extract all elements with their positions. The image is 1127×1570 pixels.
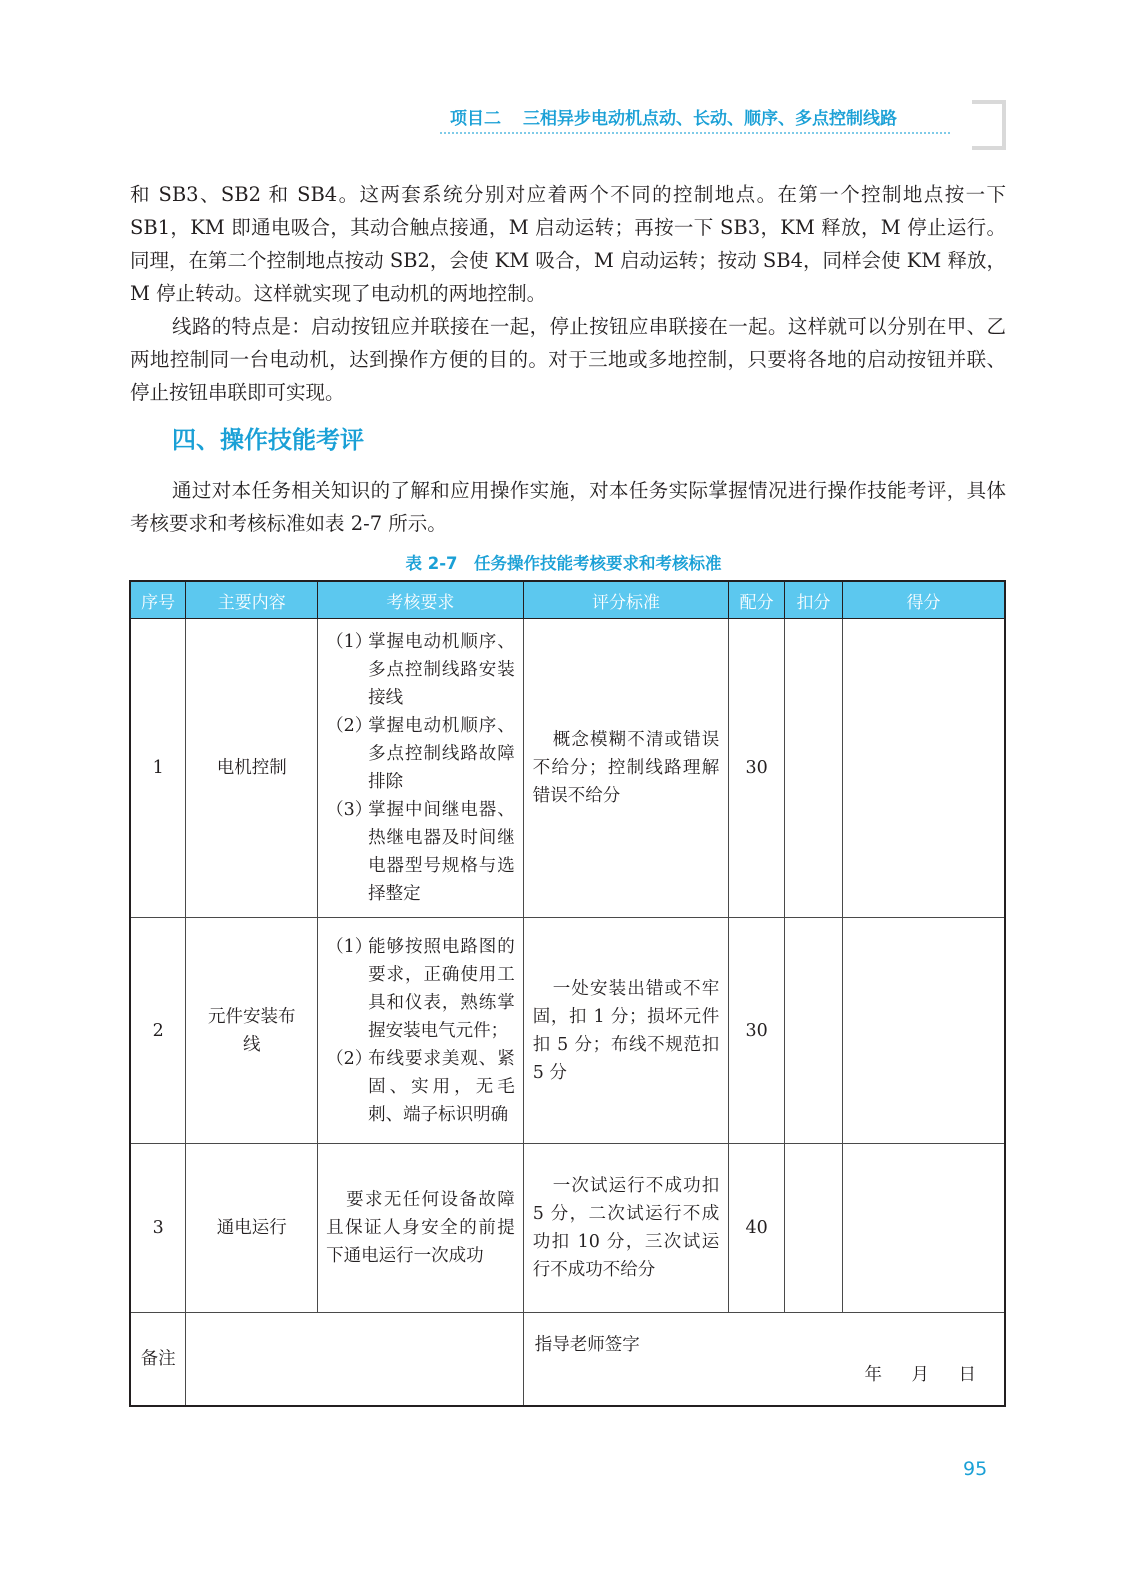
header-deduction: 扣分 — [785, 581, 843, 619]
row-content — [186, 918, 318, 1144]
remarks-field[interactable] — [186, 1313, 523, 1406]
header-requirements: 考核要求 — [318, 581, 524, 619]
date-label: 年 月 日 — [864, 1365, 982, 1385]
remarks-label: 备注 — [130, 1313, 186, 1406]
req-num: （1） — [326, 936, 373, 957]
row-score: 30 — [729, 918, 785, 1144]
header-total: 得分 — [842, 581, 1005, 619]
row-deduction[interactable] — [785, 918, 843, 1144]
req-num: （3） — [326, 800, 373, 820]
assessment-table — [129, 580, 1006, 1407]
table-caption: 表 2-7 任务操作技能考核要求和考核标准 — [405, 554, 722, 573]
req-num: （2） — [326, 1048, 373, 1069]
header-content: 主要内容 — [186, 581, 318, 619]
row-deduction[interactable] — [785, 619, 843, 918]
row-score: 40 — [729, 1144, 785, 1313]
header-criteria: 评分标准 — [523, 581, 728, 619]
row-criteria: 概念模糊不清或错误不给分；控制线路理解错误不给分 — [523, 619, 728, 918]
row-total[interactable] — [842, 918, 1005, 1144]
row-no: 2 — [130, 918, 186, 1144]
body-paragraph-3: 通过对本任务相关知识的了解和应用操作实施，对本任务实际掌握情况进行操作技能考评，具体考核要求和考核标准如表 2-7 所示。 — [130, 479, 1006, 535]
req-text: 掌握中间继电器、热继电器及时间继电器型号规格与选择整定 — [368, 800, 515, 904]
req-num: （2） — [326, 716, 373, 736]
row-total[interactable] — [842, 619, 1005, 918]
page-corner-decoration-2 — [972, 100, 1006, 150]
running-head-title: 三相异步电动机点动、长动、顺序、多点控制线路 — [523, 109, 897, 129]
remarks-row — [130, 1313, 1005, 1406]
row-total[interactable] — [842, 1144, 1005, 1313]
row-requirements — [318, 619, 524, 918]
row-requirements — [318, 918, 524, 1144]
req-num: （1） — [326, 632, 373, 652]
req-text: 掌握电动机顺序、多点控制线路安装接线 — [368, 632, 515, 708]
row-content: 通电运行 — [186, 1144, 318, 1313]
row-score: 30 — [729, 619, 785, 918]
row-requirements: 要求无任何设备故障且保证人身安全的前提下通电运行一次成功 — [318, 1144, 524, 1313]
page-number: 95 — [963, 1458, 988, 1480]
running-head-project: 项目二 — [450, 109, 501, 129]
row-deduction[interactable] — [785, 1144, 843, 1313]
table-header-row — [130, 581, 1005, 619]
header-score: 配分 — [729, 581, 785, 619]
req-text: 布线要求美观、紧固、实用，无毛刺、端子标识明确 — [368, 1048, 515, 1125]
row-no: 3 — [130, 1144, 186, 1313]
table-row — [130, 918, 1005, 1144]
header-no: 序号 — [130, 581, 186, 619]
row-criteria: 一处安装出错或不牢固，扣 1 分；损坏元件扣 5 分；布线不规范扣 5 分 — [523, 918, 728, 1144]
row-no: 1 — [130, 619, 186, 918]
running-head — [440, 104, 950, 134]
row-content: 电机控制 — [186, 619, 318, 918]
table-row — [130, 1144, 1005, 1313]
signature-label: 指导老师签字 — [534, 1335, 640, 1355]
body-paragraph-2: 线路的特点是：启动按钮应并联接在一起，停止按钮应串联接在一起。这样就可以分别在甲、乙两地控制同一台电动机，达到操作方便的目的。对于三地或多地控制，只要将各地的启动按钮并联、停止按钮串联即可实现。 — [130, 315, 1006, 404]
row-content-text: 元件安装布线 — [207, 1006, 296, 1055]
body-paragraph-1: 和 SB3、SB2 和 SB4。这两套系统分别对应着两个不同的控制地点。在第一个控制地点按一下 SB1，KM 即通电吸合，其动合触点接通，M 启动运转；再按一下 SB3，KM 释放，M 停止运行。同理，在第二个控制地点按动 SB2，会使 KM 吸合，M 启动运转；按动 SB4，同样会使 KM 释放，M 停止转动。这样就实现了电动机的两地控制。 — [130, 183, 1006, 305]
req-text: 能够按照电路图的要求，正确使用工具和仪表，熟练掌握安装电气元件； — [368, 936, 515, 1041]
row-criteria: 一次试运行不成功扣 5 分，二次试运行不成功扣 10 分，三次试运行不成功不给分 — [523, 1144, 728, 1313]
section-title: 四、操作技能考评 — [172, 426, 364, 454]
table-row — [130, 619, 1005, 918]
req-text: 掌握电动机顺序、多点控制线路故障排除 — [368, 716, 515, 792]
signature-cell — [523, 1313, 1005, 1406]
